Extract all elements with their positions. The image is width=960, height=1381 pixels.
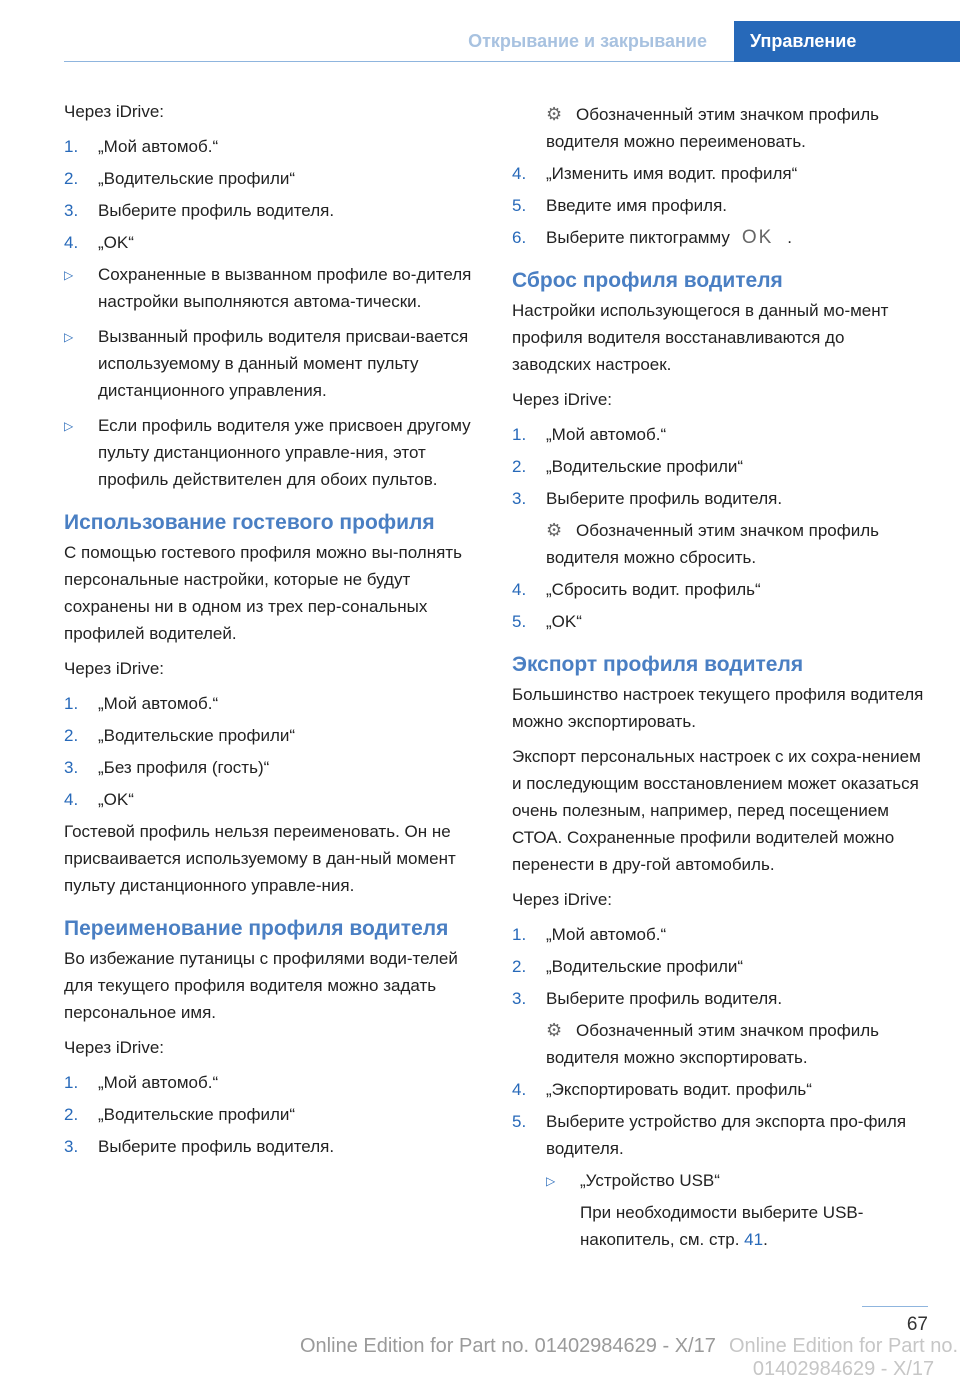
steps-list [512, 160, 928, 251]
intro-text: Через iDrive: [512, 390, 613, 409]
step-number: 3. [512, 489, 527, 508]
list-item: 4. „OK“ [64, 786, 478, 813]
sub-bullet-list [546, 1167, 928, 1194]
step-number: 4. [64, 790, 79, 809]
reset-text: Настройки использующегося в данный мо-мент профиля водителя восстанавливаются до заводских настроек. [512, 301, 889, 374]
triangle-bullet-icon: ▷ [546, 1174, 556, 1188]
step-number: 2. [64, 1105, 79, 1124]
step-number: 1. [64, 137, 79, 156]
step-number: 2. [64, 169, 79, 188]
step-number: 5. [512, 612, 527, 631]
reset-note: ⚙ Обозначенный этим значком профиль водителя можно сбросить. [512, 517, 928, 571]
list-item: 5. Выберите устройство для экспорта про-филя водителя. [512, 1108, 928, 1162]
list-item: 4. „Экспортировать водит. профиль“ [512, 1076, 928, 1103]
header-section-title: Открывание и закрывание [468, 31, 707, 51]
step-number: 6. [512, 228, 527, 247]
list-item: 3. Выберите профиль водителя. [512, 485, 928, 512]
export-note: ⚙ Обозначенный этим значком профиль водителя можно экспортировать. [512, 1017, 928, 1071]
intro-text: Через iDrive: [512, 890, 613, 909]
guest-after-text: Гостевой профиль нельзя переименовать. Он не присваивается используемому в дан-ный момент пульту дистанционного управле-ния. [64, 822, 456, 895]
step-number: 1. [512, 425, 527, 444]
triangle-bullet-icon: ▷ [64, 268, 74, 282]
steps-list [512, 576, 928, 635]
step-number: 3. [64, 1137, 79, 1156]
steps-list [64, 690, 478, 813]
list-item: ▷ Сохраненные в вызванном профиле во-дителя настройки выполняются автома-тически. [64, 261, 478, 315]
list-item: ▷ „Устройство USB“ [546, 1167, 928, 1194]
step-number: 2. [512, 457, 527, 476]
step-number: 4. [512, 580, 527, 599]
section-heading-guest: Использование гостевого профиля [64, 511, 435, 534]
page-header [64, 21, 960, 62]
gear-icon: ⚙ [546, 1020, 563, 1040]
export-text-2: Экспорт персональных настроек с их сохра-нением и последующим восстановлением может оказаться очень полезным, например, перед посещением СТОА. Сохраненные профили водителей можно перенести в дру-гой автомобиль. [512, 747, 921, 874]
list-item: 3. „Без профиля (гость)“ [64, 754, 478, 781]
list-item: 3. Выберите профиль водителя. [512, 985, 928, 1012]
steps-list [64, 1069, 478, 1160]
header-chapter-tab: Управление [734, 21, 960, 62]
step-number: 1. [64, 1073, 79, 1092]
triangle-bullet-icon: ▷ [64, 419, 74, 433]
section-heading-export: Экспорт профиля водителя [512, 653, 804, 676]
list-item: 6. Выберите пиктограмму OK . [512, 224, 928, 251]
footer-watermark: Online Edition for Part no. 01402984629 - X/17 [728, 1335, 958, 1380]
list-item: 3. Выберите профиль водителя. [64, 1133, 478, 1160]
list-item: 1. „Мой автомоб.“ [512, 921, 928, 948]
page-number: 67 [906, 1314, 928, 1335]
list-item: 2. „Водительские профили“ [512, 953, 928, 980]
list-item: 1. „Мой автомоб.“ [64, 133, 478, 160]
ok-pictogram-icon: OK [741, 227, 774, 248]
footer-edition: Online Edition for Part no. 01402984629 - X/17 [300, 1335, 716, 1357]
list-item: 1. „Мой автомоб.“ [512, 421, 928, 448]
step-number: 3. [64, 201, 79, 220]
intro-text: Через iDrive: [64, 102, 165, 121]
left-column [64, 98, 478, 1165]
step-number: 3. [64, 758, 79, 777]
step-number: 4. [512, 164, 527, 183]
gear-icon: ⚙ [546, 104, 563, 124]
list-item: 3. Выберите профиль водителя. [64, 197, 478, 224]
list-item: 5. „OK“ [512, 608, 928, 635]
step-number: 4. [512, 1080, 527, 1099]
right-column [512, 101, 928, 1253]
step-number: 2. [512, 957, 527, 976]
step-number: 1. [512, 925, 527, 944]
list-item: 2. „Водительские профили“ [64, 1101, 478, 1128]
intro-text: Через iDrive: [64, 1038, 165, 1057]
rename-note: ⚙ Обозначенный этим значком профиль водителя можно переименовать. [512, 101, 928, 155]
triangle-bullet-icon: ▷ [64, 330, 74, 344]
list-item: 1. „Мой автомоб.“ [64, 690, 478, 717]
rename-text: Во избежание путаницы с профилями води-телей для текущего профиля водителя можно задать персональное имя. [64, 949, 458, 1022]
gear-icon: ⚙ [546, 520, 563, 540]
guest-text: С помощью гостевого профиля можно вы-полнять персональные настройки, которые не будут сохранены ни в одном из трех пер-сональных профилей водителей. [64, 543, 462, 643]
page-link[interactable]: 41 [744, 1230, 764, 1249]
list-item: 4. „Сбросить водит. профиль“ [512, 576, 928, 603]
step-number: 3. [512, 989, 527, 1008]
list-item: 2. „Водительские профили“ [64, 165, 478, 192]
list-item: 2. „Водительские профили“ [512, 453, 928, 480]
list-item: 4. „Изменить имя водит. профиля“ [512, 160, 928, 187]
step-number: 5. [512, 1112, 527, 1131]
steps-list [512, 921, 928, 1012]
list-item: 2. „Водительские профили“ [64, 722, 478, 749]
section-heading-reset: Сброс профиля водителя [512, 269, 783, 292]
list-item: ▷ Если профиль водителя уже присвоен другому пульту дистанционного управле-ния, этот профиль действителен для обоих пультов. [64, 412, 478, 493]
steps-list [64, 133, 478, 256]
section-heading-rename: Переименование профиля водителя [64, 917, 449, 940]
steps-list [512, 1076, 928, 1162]
usb-description: При необходимости выберите USB-накопитель, см. стр. 41. [580, 1203, 864, 1249]
page-number-rule [862, 1306, 928, 1307]
steps-list [512, 421, 928, 512]
step-number: 5. [512, 196, 527, 215]
step-number: 4. [64, 233, 79, 252]
list-item: 5. Введите имя профиля. [512, 192, 928, 219]
step-number: 1. [64, 694, 79, 713]
intro-text: Через iDrive: [64, 659, 165, 678]
list-item: ▷ Вызванный профиль водителя присваи-вается используемому в данный момент пульту дистанционного управления. [64, 323, 478, 404]
list-item: 4. „OK“ [64, 229, 478, 256]
export-text-1: Большинство настроек текущего профиля водителя можно экспортировать. [512, 685, 924, 731]
step-number: 2. [64, 726, 79, 745]
bullet-list [64, 261, 478, 493]
list-item: 1. „Мой автомоб.“ [64, 1069, 478, 1096]
